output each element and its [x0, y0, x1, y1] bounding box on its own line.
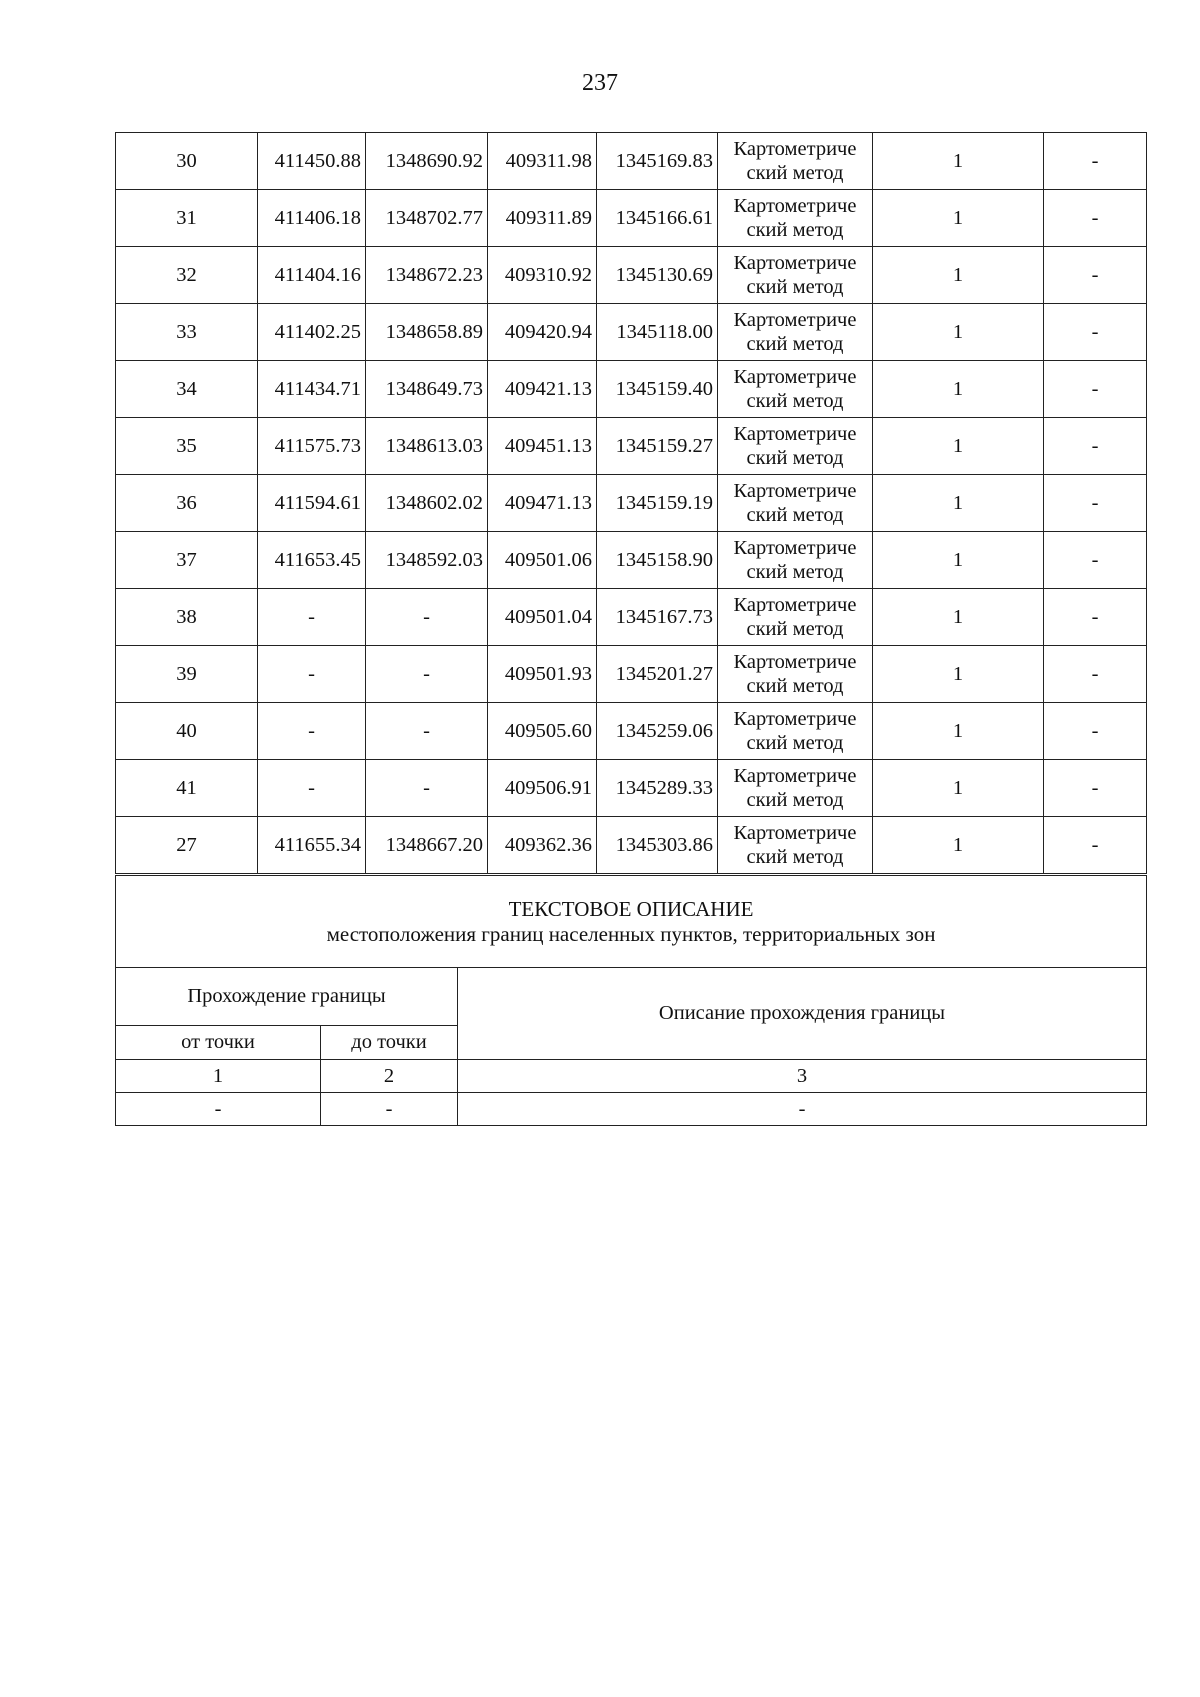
- note-cell: -: [1044, 475, 1147, 532]
- new-x-cell: 409506.91: [488, 760, 597, 817]
- point-number-cell: 38: [116, 589, 258, 646]
- method-line-1: Картометриче: [733, 765, 857, 787]
- table-row: [116, 190, 1147, 247]
- accuracy-cell: 1: [873, 532, 1044, 589]
- header-boundary-description: Описание прохождения границы: [458, 968, 1147, 1060]
- point-number-cell: 35: [116, 418, 258, 475]
- point-number-cell: 34: [116, 361, 258, 418]
- existing-y-cell: -: [366, 646, 488, 703]
- existing-y-cell: 1348702.77: [366, 190, 488, 247]
- accuracy-cell: 1: [873, 817, 1044, 874]
- accuracy-cell: 1: [873, 589, 1044, 646]
- boundary-description-table: [115, 875, 1147, 1126]
- method-cell: [718, 418, 873, 475]
- method-cell: [718, 190, 873, 247]
- note-cell: -: [1044, 646, 1147, 703]
- method-cell: [718, 589, 873, 646]
- description-title: ТЕКСТОВОЕ ОПИСАНИЕ: [508, 896, 754, 921]
- new-x-cell: 409421.13: [488, 361, 597, 418]
- method-line-2: ский метод: [746, 618, 844, 640]
- existing-x-cell: -: [258, 703, 366, 760]
- note-cell: -: [1044, 817, 1147, 874]
- method-line-1: Картометриче: [733, 366, 857, 388]
- point-number-cell: 40: [116, 703, 258, 760]
- table-row: [116, 304, 1147, 361]
- method-line-2: ский метод: [746, 447, 844, 469]
- existing-y-cell: 1348613.03: [366, 418, 488, 475]
- note-cell: -: [1044, 361, 1147, 418]
- new-x-cell: 409501.06: [488, 532, 597, 589]
- new-x-cell: 409310.92: [488, 247, 597, 304]
- new-y-cell: 1345130.69: [597, 247, 718, 304]
- method-line-1: Картометриче: [733, 594, 857, 616]
- method-line-1: Картометриче: [733, 480, 857, 502]
- table-row: [116, 760, 1147, 817]
- existing-x-cell: -: [258, 589, 366, 646]
- method-line-1: Картометриче: [733, 423, 857, 445]
- existing-x-cell: 411402.25: [258, 304, 366, 361]
- accuracy-cell: 1: [873, 418, 1044, 475]
- coordinates-table: [115, 132, 1147, 874]
- new-y-cell: 1345167.73: [597, 589, 718, 646]
- point-number-cell: 32: [116, 247, 258, 304]
- existing-x-cell: 411594.61: [258, 475, 366, 532]
- accuracy-cell: 1: [873, 646, 1044, 703]
- method-cell: [718, 703, 873, 760]
- method-line-1: Картометриче: [733, 822, 857, 844]
- point-number-cell: 39: [116, 646, 258, 703]
- method-cell: [718, 646, 873, 703]
- note-cell: -: [1044, 703, 1147, 760]
- method-line-1: Картометриче: [733, 138, 857, 160]
- note-cell: -: [1044, 190, 1147, 247]
- table-row: [116, 646, 1147, 703]
- description-subtitle: местоположения границ населенных пунктов, территориальных зон: [326, 921, 936, 946]
- page-number: 237: [582, 70, 618, 96]
- existing-x-cell: 411653.45: [258, 532, 366, 589]
- table-row: [116, 133, 1147, 190]
- method-cell: [718, 361, 873, 418]
- method-cell: [718, 133, 873, 190]
- table-row: [116, 418, 1147, 475]
- new-x-cell: 409311.98: [488, 133, 597, 190]
- existing-x-cell: 411655.34: [258, 817, 366, 874]
- method-cell: [718, 532, 873, 589]
- accuracy-cell: 1: [873, 304, 1044, 361]
- accuracy-cell: 1: [873, 133, 1044, 190]
- table-row: [116, 475, 1147, 532]
- new-x-cell: 409420.94: [488, 304, 597, 361]
- new-x-cell: 409501.04: [488, 589, 597, 646]
- existing-x-cell: -: [258, 646, 366, 703]
- note-cell: -: [1044, 589, 1147, 646]
- note-cell: -: [1044, 532, 1147, 589]
- note-cell: -: [1044, 418, 1147, 475]
- column-number-2: 2: [321, 1060, 458, 1093]
- method-line-2: ский метод: [746, 219, 844, 241]
- point-number-cell: 41: [116, 760, 258, 817]
- note-cell: -: [1044, 304, 1147, 361]
- existing-y-cell: -: [366, 760, 488, 817]
- existing-y-cell: 1348690.92: [366, 133, 488, 190]
- existing-x-cell: 411406.18: [258, 190, 366, 247]
- method-line-2: ский метод: [746, 333, 844, 355]
- description-text-value: -: [458, 1093, 1147, 1126]
- existing-x-cell: 411404.16: [258, 247, 366, 304]
- point-number-cell: 36: [116, 475, 258, 532]
- existing-y-cell: -: [366, 589, 488, 646]
- method-line-1: Картометриче: [733, 651, 857, 673]
- description-from-value: -: [116, 1093, 321, 1126]
- method-cell: [718, 475, 873, 532]
- description-title-cell: [116, 876, 1147, 968]
- method-line-1: Картометриче: [733, 195, 857, 217]
- new-x-cell: 409311.89: [488, 190, 597, 247]
- description-to-value: -: [321, 1093, 458, 1126]
- method-line-1: Картометриче: [733, 309, 857, 331]
- note-cell: -: [1044, 760, 1147, 817]
- existing-y-cell: 1348649.73: [366, 361, 488, 418]
- method-line-2: ский метод: [746, 846, 844, 868]
- method-line-2: ский метод: [746, 789, 844, 811]
- new-y-cell: 1345118.00: [597, 304, 718, 361]
- new-y-cell: 1345158.90: [597, 532, 718, 589]
- header-boundary-passage: Прохождение границы: [116, 968, 458, 1026]
- new-y-cell: 1345169.83: [597, 133, 718, 190]
- existing-y-cell: 1348658.89: [366, 304, 488, 361]
- point-number-cell: 30: [116, 133, 258, 190]
- new-y-cell: 1345159.27: [597, 418, 718, 475]
- method-cell: [718, 760, 873, 817]
- point-number-cell: 31: [116, 190, 258, 247]
- point-number-cell: 37: [116, 532, 258, 589]
- new-y-cell: 1345159.40: [597, 361, 718, 418]
- header-from-point: от точки: [116, 1026, 321, 1060]
- existing-x-cell: 411450.88: [258, 133, 366, 190]
- new-x-cell: 409451.13: [488, 418, 597, 475]
- header-to-point: до точки: [321, 1026, 458, 1060]
- method-line-2: ский метод: [746, 276, 844, 298]
- table-row: [116, 532, 1147, 589]
- note-cell: -: [1044, 247, 1147, 304]
- existing-y-cell: 1348602.02: [366, 475, 488, 532]
- method-line-2: ский метод: [746, 162, 844, 184]
- column-number-1: 1: [116, 1060, 321, 1093]
- existing-y-cell: 1348592.03: [366, 532, 488, 589]
- accuracy-cell: 1: [873, 760, 1044, 817]
- accuracy-cell: 1: [873, 247, 1044, 304]
- table-row: [116, 361, 1147, 418]
- point-number-cell: 27: [116, 817, 258, 874]
- new-y-cell: 1345201.27: [597, 646, 718, 703]
- accuracy-cell: 1: [873, 361, 1044, 418]
- new-x-cell: 409362.36: [488, 817, 597, 874]
- existing-y-cell: -: [366, 703, 488, 760]
- method-cell: [718, 817, 873, 874]
- new-y-cell: 1345159.19: [597, 475, 718, 532]
- new-x-cell: 409471.13: [488, 475, 597, 532]
- existing-y-cell: 1348667.20: [366, 817, 488, 874]
- new-y-cell: 1345303.86: [597, 817, 718, 874]
- new-x-cell: 409505.60: [488, 703, 597, 760]
- table-row: [116, 589, 1147, 646]
- method-line-1: Картометриче: [733, 252, 857, 274]
- new-y-cell: 1345259.06: [597, 703, 718, 760]
- existing-y-cell: 1348672.23: [366, 247, 488, 304]
- table-row: [116, 703, 1147, 760]
- coordinates-table-body: [116, 133, 1147, 874]
- method-line-2: ский метод: [746, 675, 844, 697]
- method-line-2: ский метод: [746, 732, 844, 754]
- table-row: [116, 817, 1147, 874]
- column-number-3: 3: [458, 1060, 1147, 1093]
- method-line-1: Картометриче: [733, 537, 857, 559]
- existing-x-cell: 411575.73: [258, 418, 366, 475]
- method-line-2: ский метод: [746, 504, 844, 526]
- new-x-cell: 409501.93: [488, 646, 597, 703]
- accuracy-cell: 1: [873, 475, 1044, 532]
- note-cell: -: [1044, 133, 1147, 190]
- method-line-1: Картометриче: [733, 708, 857, 730]
- method-cell: [718, 304, 873, 361]
- existing-x-cell: 411434.71: [258, 361, 366, 418]
- new-y-cell: 1345166.61: [597, 190, 718, 247]
- point-number-cell: 33: [116, 304, 258, 361]
- accuracy-cell: 1: [873, 190, 1044, 247]
- method-cell: [718, 247, 873, 304]
- method-line-2: ский метод: [746, 390, 844, 412]
- method-line-2: ский метод: [746, 561, 844, 583]
- table-row: [116, 247, 1147, 304]
- new-y-cell: 1345289.33: [597, 760, 718, 817]
- existing-x-cell: -: [258, 760, 366, 817]
- accuracy-cell: 1: [873, 703, 1044, 760]
